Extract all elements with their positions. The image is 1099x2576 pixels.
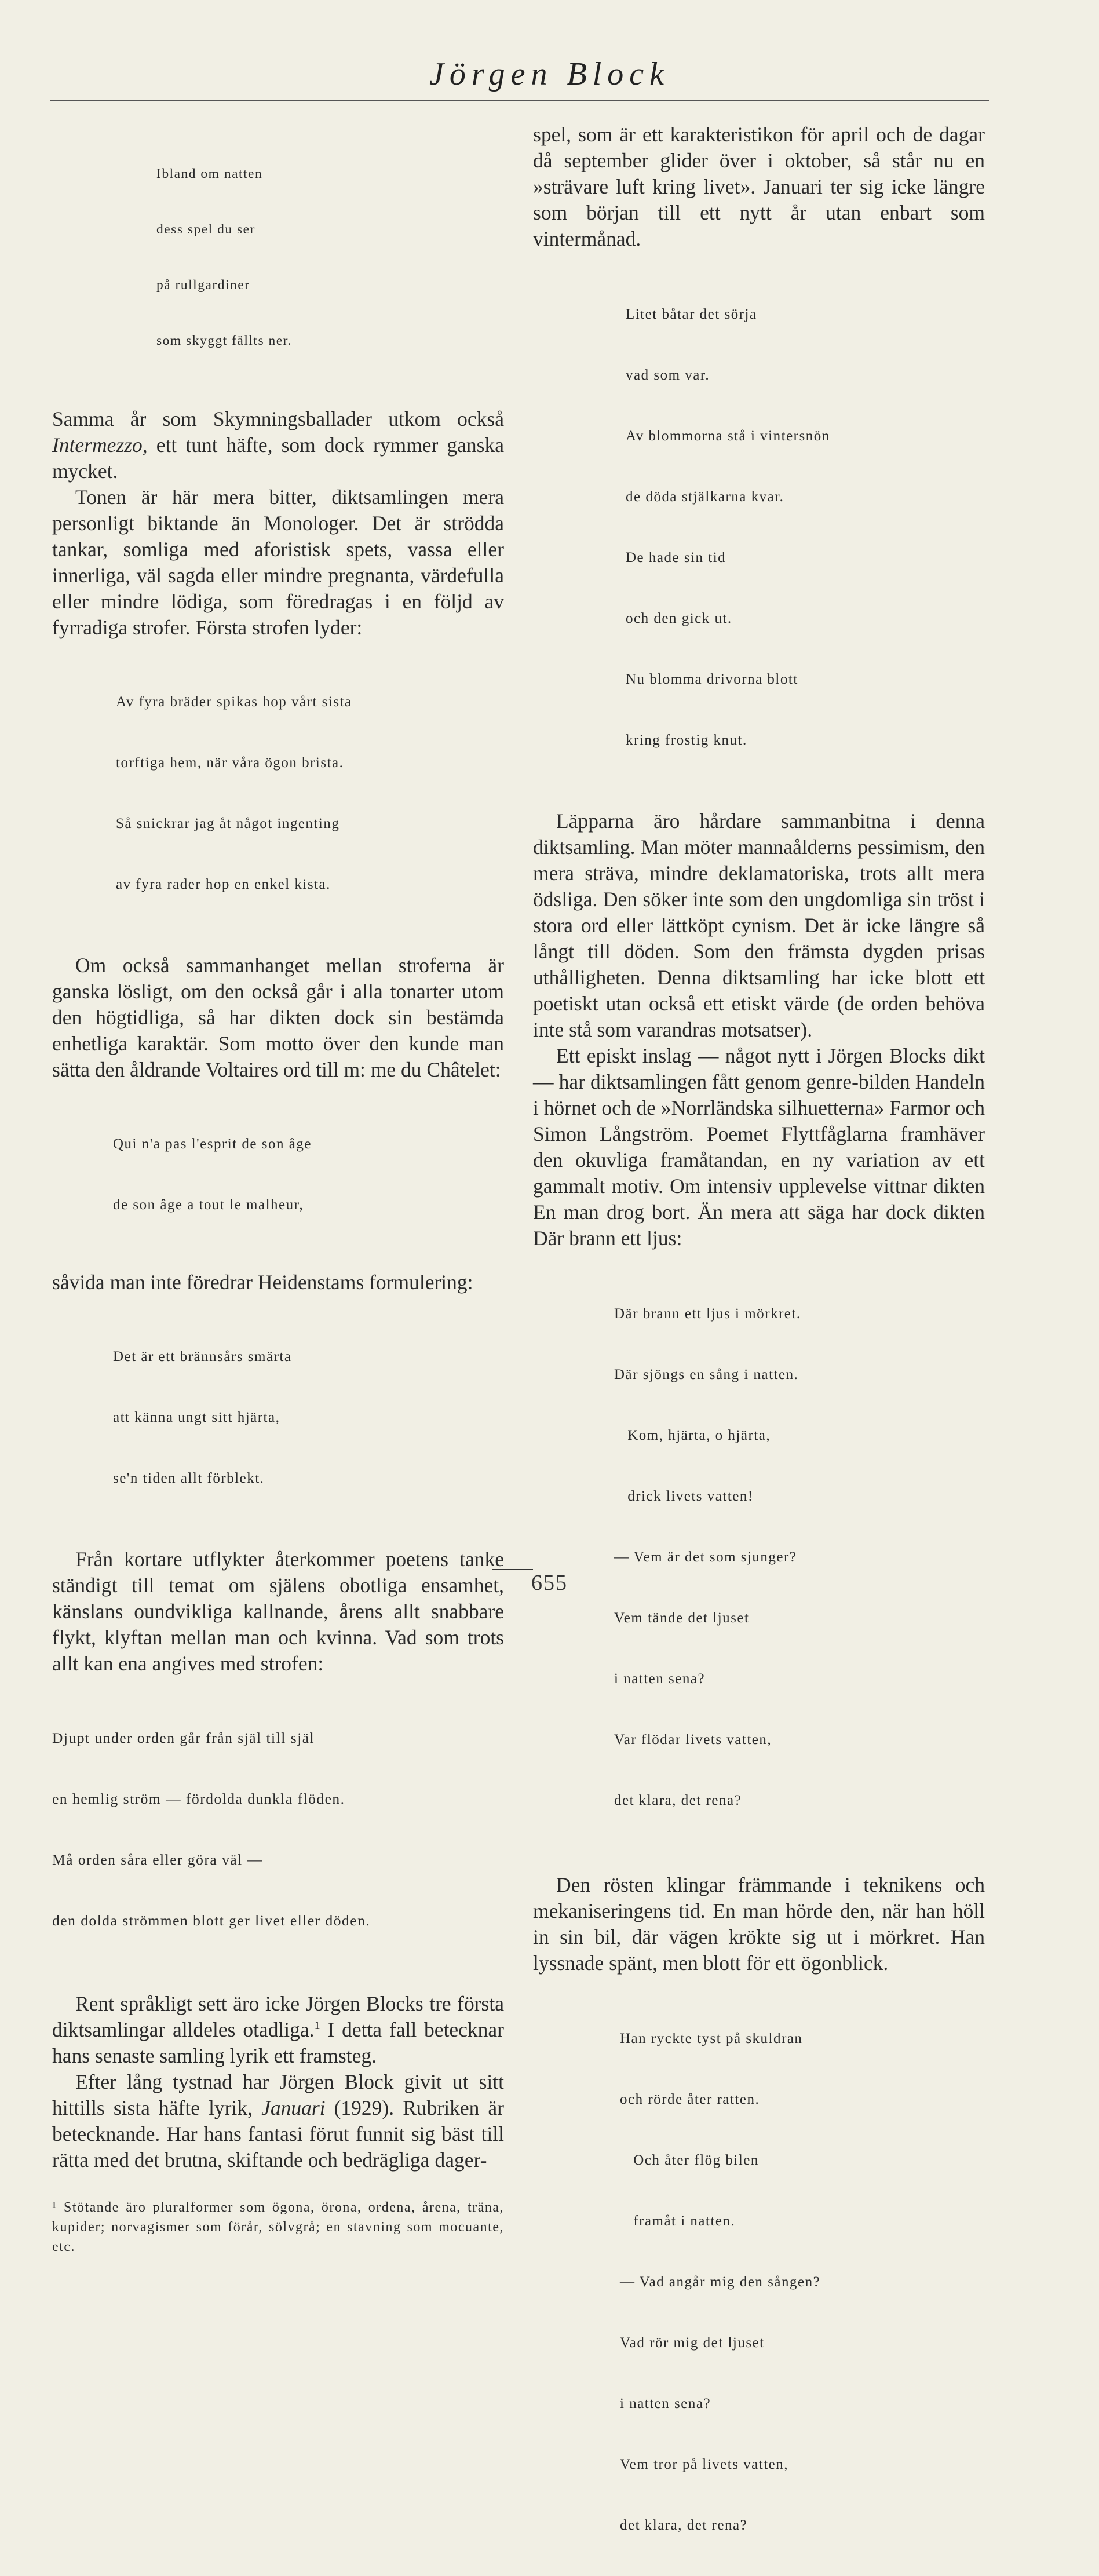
verse-voltaire [113, 1093, 504, 1256]
verse-line: Där brann ett ljus i mörkret. [614, 1306, 801, 1322]
verse-line: i natten sena? [614, 1671, 706, 1687]
verse-line: Nu blomma drivorna blott [626, 672, 798, 687]
verse-line: Han ryckte tyst på skuldran [620, 2031, 803, 2046]
verse-line: dess spel du ser [156, 222, 255, 237]
verse-line: se'n tiden allt förblekt. [113, 1471, 265, 1486]
paragraph [52, 2069, 504, 2173]
right-column [533, 122, 985, 2576]
body-text [533, 808, 985, 1251]
body-text [52, 406, 504, 641]
verse-line: Litet båtar det sörja [626, 307, 757, 322]
verse-line: Vem tände det ljuset [614, 1610, 750, 1626]
verse-dar-brann [614, 1263, 985, 1851]
verse-line: på rullgardiner [156, 278, 250, 293]
verse-line: att känna ungt sitt hjärta, [113, 1410, 280, 1425]
verse-line: det klara, det rena? [620, 2517, 748, 2533]
verse-line: och den gick ut. [626, 611, 732, 626]
verse-line: de döda stjälkarna kvar. [626, 489, 784, 505]
body-text [533, 122, 985, 252]
verse-line: torftiga hem, när våra ögon brista. [116, 755, 344, 771]
verse-line: som skyggt fällts ner. [156, 333, 293, 348]
verse-line: drick livets vatten! [614, 1488, 754, 1504]
verse-line: i natten sena? [620, 2396, 711, 2411]
body-text [533, 1872, 985, 1976]
verse-av-fyra [116, 651, 504, 935]
verse-line: — Vem är det som sjunger? [614, 1549, 797, 1565]
verse-line: framåt i natten. [620, 2213, 736, 2229]
paragraph [52, 1991, 504, 2069]
verse-line: det klara, det rena? [614, 1793, 742, 1808]
text: ett tunt häfte, som dock rymmer ganska mycket. [52, 433, 504, 483]
body-text [52, 1269, 504, 1296]
text: (1929). Rubriken är betecknande. Har hans fantasi förut funnit sig bäst till rätta med det brutna, skiftande och bedrägliga dager- [52, 2096, 504, 2172]
running-head: Jörgen Block [429, 56, 670, 92]
verse-line: Där sjöngs en sång i natten. [614, 1367, 799, 1382]
verse-line: och rörde åter ratten. [620, 2092, 760, 2107]
paragraph: Från kortare utflykter återkommer poetens tanke ständigt till temat om själens obotliga ensamhet, känslans oundvikliga kallnande, årens allt snabbare flykt, klyftan mellan man och kvinna. Vad som trots allt kan ena angives med strofen: [52, 1548, 504, 1675]
verse-line: Det är ett brännsårs smärta [113, 1349, 292, 1364]
paragraph: Den rösten klingar främmande i teknikens och mekaniseringens tid. En man hörde den, när han höll in sin bil, där vägen krökte sig ut i mörkret. Han lyssnade spänt, men blott för ett ögonblick. [533, 1873, 985, 1975]
paragraph: spel, som är ett karakteristikon för april och de dagar då september glider över i oktober, så står nu en »strävare luft kring livet». Januari ter sig icke längre som början till ett nytt år utan enbart som vintermånad. [533, 123, 985, 250]
paragraph: Läpparna äro hårdare sammanbitna i denna diktsamling. Man möter mannaålderns pessimism, den mera sträva, mindre deklamatoriska, trots allt mera ödsliga. Den söker inte som den ungdomliga sin tröst i stora ord eller lättköpt cynism. Det är icke längre så långt till döden. Som den främsta dygden prisas uthålligheten. Denna diktsamling har icke blott ett poetiskt utan också ett etiskt värde (de orden behöva inte stå som varandras motsatser). [533, 809, 985, 1041]
text: Efter lång tystnad har Jörgen Block givit ut sitt hittills sista häfte lyrik, [52, 2070, 504, 2119]
verse-line: Ibland om natten [156, 166, 263, 181]
verse-ibland [156, 127, 504, 387]
paragraph: Om också sammanhanget mellan stroferna är ganska lösligt, om den också går i alla tonarter utom den högtidliga, så har dikten dock sin bestämda enhetliga karaktär. Som motto över den kunde man sätta den åldrande Voltaires ord till m: me du Châtelet: [52, 954, 504, 1081]
text: Samma år som Skymningsballader utkom också [52, 407, 504, 430]
verse-line: Må orden såra eller göra väl — [52, 1851, 263, 1868]
body-text [52, 953, 504, 1083]
verse-line: Qui n'a pas l'esprit de son âge [113, 1136, 312, 1152]
footnote: ¹ Stötande äro pluralformer som ögona, örona, ordena, årena, träna, kupider; norvagismer som förår, sölvgrå; en stavning som mocuante, etc. [52, 2200, 504, 2254]
verse-line: av fyra rader hop en enkel kista. [116, 877, 331, 892]
verse-line: — Vad angår mig den sången? [620, 2274, 821, 2290]
paragraph [52, 406, 504, 484]
verse-line: en hemlig ström — fördolda dunkla flöden. [52, 1790, 345, 1807]
body-text [52, 1991, 504, 2173]
verse-line: de son âge a tout le malheur, [113, 1197, 304, 1213]
verse-line: Var flödar livets vatten, [614, 1732, 772, 1747]
verse-line: Av fyra bräder spikas hop vårt sista [116, 694, 352, 710]
title-intermezzo: Intermezzo, [52, 433, 148, 457]
title-januari: Januari [261, 2096, 326, 2119]
body-text [52, 1546, 504, 1677]
left-column [52, 122, 504, 2257]
verse-line: De hade sin tid [626, 550, 726, 565]
verse-heidenstam [113, 1306, 504, 1529]
verse-line: Av blommorna stå i vintersnön [626, 428, 830, 444]
verse-line: kring frostig knut. [626, 732, 747, 748]
text: I detta fall betecknar hans senaste samling lyrik ett framsteg. [52, 2018, 505, 2067]
text: Rent språkligt sett äro icke Jörgen Blocks tre första diktsamlingar alldeles otadliga. [52, 1992, 504, 2041]
verse-line: Vad rör mig det ljuset [620, 2335, 765, 2351]
verse-line: Kom, hjärta, o hjärta, [614, 1428, 771, 1443]
verse-line: vad som var. [626, 367, 710, 383]
paragraph: såvida man inte föredrar Heidenstams formulering: [52, 1271, 473, 1294]
paragraph: Ett episkt inslag — något nytt i Jörgen Blocks dikt — har diktsamlingen fått genom genre-bilden Handeln i hörnet och de »Norrländska silhuetterna» Farmor och Simon Långström. Poemet Flyttfåglarna framhäver den okuvliga framåtandan, en ny variation av ett gammalt motiv. Om intensiv upplevelse vittnar dikten En man drog bort. Än mera att säga har dock dikten Där brann ett ljus: [533, 1044, 985, 1250]
verse-line: Djupt under orden går från själ till själ [52, 1730, 315, 1746]
verse-djupt [52, 1687, 504, 1971]
verse-litet-batar [626, 264, 985, 791]
page-number: 655 [531, 1571, 568, 1595]
verse-line: Och åter flög bilen [620, 2152, 759, 2168]
verse-line: Så snickrar jag åt något ingenting [116, 816, 340, 831]
paragraph: Tonen är här mera bitter, diktsamlingen mera personligt biktande än Monologer. Det är strödda tankar, somliga med aforistisk spets, vassa eller innerliga, väl sagda eller mindre pregnanta, värdefulla eller mindre lödiga, som föredragas i en följd av fyrradiga strofer. Första strofen lyder: [52, 486, 504, 639]
footnote-marker: 1 [314, 2019, 320, 2033]
verse-line: Vem tror på livets vatten, [620, 2457, 789, 2472]
header-rule [50, 100, 989, 101]
verse-line: den dolda strömmen blott ger livet eller döden. [52, 1912, 371, 1929]
verse-han-ryckte [620, 1988, 985, 2576]
